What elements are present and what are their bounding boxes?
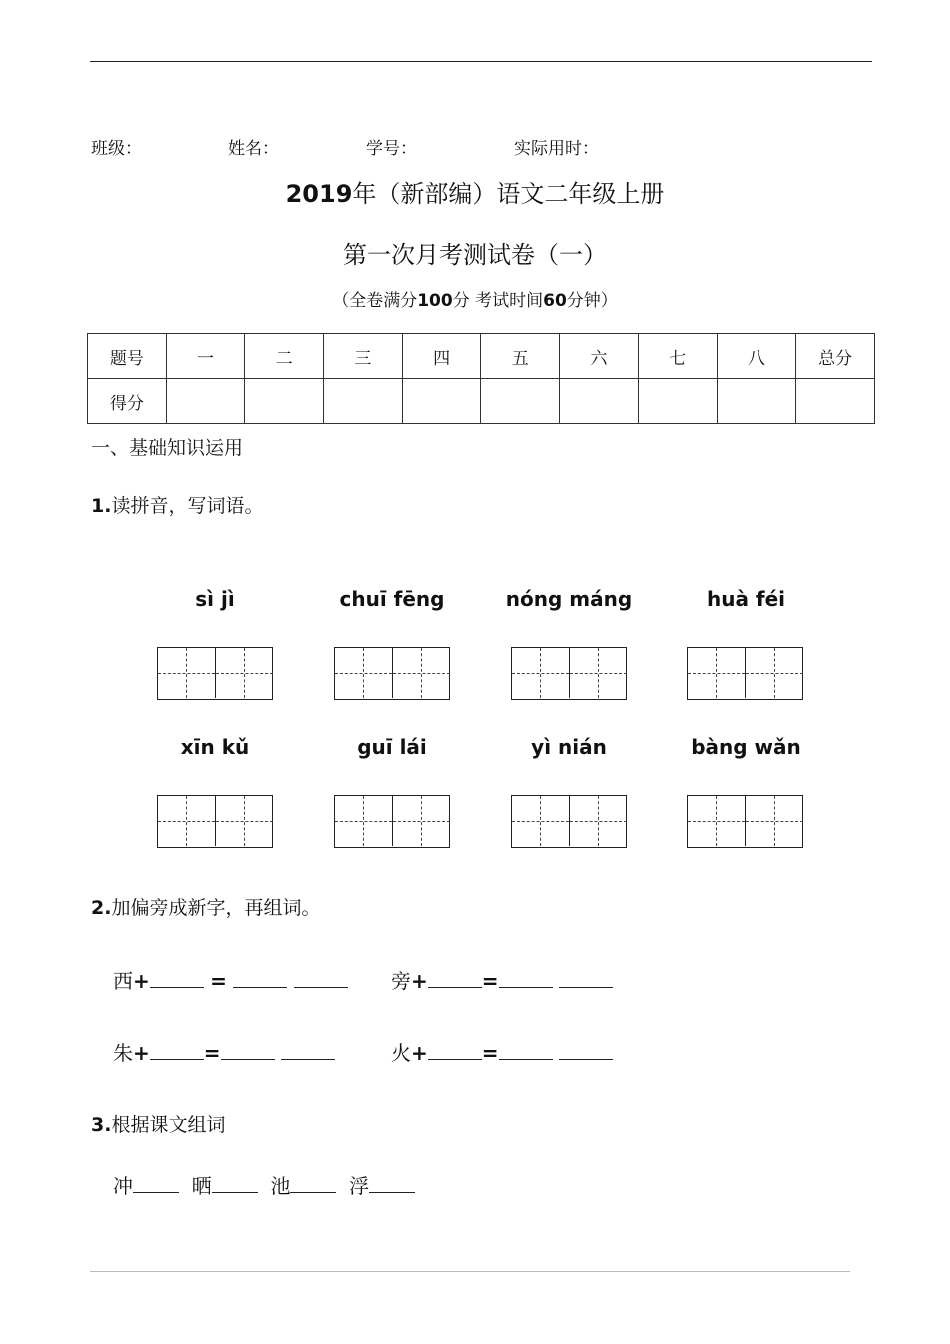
radical-item xyxy=(113,1037,335,1066)
base-char: 火 xyxy=(391,1041,411,1065)
pinyin-label: yì nián xyxy=(531,735,607,759)
pinyin-label: nóng máng xyxy=(505,587,633,611)
word-building-row xyxy=(113,1170,415,1199)
table-cell: 四 xyxy=(402,334,481,379)
answer-blank[interactable] xyxy=(212,1172,258,1193)
question-text: 加偏旁成新字，再组词。 xyxy=(111,897,321,919)
question-text: 根据课文组词 xyxy=(111,1114,226,1136)
answer-blank[interactable] xyxy=(133,1172,179,1193)
answer-blank[interactable] xyxy=(150,1039,204,1060)
class-label: 班级： xyxy=(91,139,142,159)
table-cell: 总分 xyxy=(796,334,875,379)
plus-sign: + xyxy=(133,969,150,993)
title-year: 2019 xyxy=(285,180,353,208)
score-input-cell[interactable] xyxy=(717,379,796,424)
answer-blank[interactable] xyxy=(428,1039,482,1060)
answer-blank[interactable] xyxy=(369,1172,415,1193)
radical-item xyxy=(113,965,348,994)
student-id-label: 学号： xyxy=(366,139,417,159)
writing-grid[interactable] xyxy=(334,795,450,848)
page-subtitle: 第一次月考测试卷（一） xyxy=(343,241,607,269)
answer-blank[interactable] xyxy=(559,967,613,988)
answer-blank[interactable] xyxy=(150,967,204,988)
answer-blank[interactable] xyxy=(233,967,287,988)
table-cell: 八 xyxy=(717,334,796,379)
pinyin-label: chuī fēng xyxy=(339,587,445,611)
question-3-title xyxy=(91,1110,225,1137)
writing-grid[interactable] xyxy=(334,647,450,700)
table-cell: 题号 xyxy=(88,334,167,379)
score-input-cell[interactable] xyxy=(324,379,403,424)
question-number: 3. xyxy=(91,1114,112,1136)
question-number: 2. xyxy=(91,897,112,919)
equals-sign: = xyxy=(481,969,499,993)
question-1-title xyxy=(91,491,263,518)
title-rest: 年（新部编）语文二年级上册 xyxy=(352,180,665,208)
plus-sign: + xyxy=(411,1041,428,1065)
page-title xyxy=(0,174,950,209)
base-char: 旁 xyxy=(391,969,411,993)
score-table-score-row xyxy=(88,379,875,424)
equals-sign: = xyxy=(481,1041,499,1065)
question-text: 读拼音，写词语。 xyxy=(111,495,264,517)
writing-grid[interactable] xyxy=(687,647,803,700)
score-input-cell[interactable] xyxy=(166,379,245,424)
question-number: 1. xyxy=(91,495,112,517)
answer-blank[interactable] xyxy=(294,967,348,988)
score-table xyxy=(87,333,875,424)
question-2-title xyxy=(91,893,320,920)
time-used-label: 实际用时： xyxy=(514,139,599,159)
table-cell: 七 xyxy=(638,334,717,379)
score-input-cell[interactable] xyxy=(796,379,875,424)
writing-grid[interactable] xyxy=(511,647,627,700)
table-cell: 三 xyxy=(324,334,403,379)
base-char: 朱 xyxy=(113,1041,133,1065)
base-char: 冲 xyxy=(113,1174,133,1198)
exam-info-e: 分钟） xyxy=(566,291,618,311)
section-heading: 一、基础知识运用 xyxy=(91,437,244,459)
answer-blank[interactable] xyxy=(281,1039,335,1060)
table-cell: 二 xyxy=(245,334,324,379)
pinyin-label: bàng wǎn xyxy=(691,735,801,759)
score-table-header-row xyxy=(88,334,875,379)
answer-blank[interactable] xyxy=(499,967,553,988)
bottom-rule xyxy=(90,1271,850,1272)
score-input-cell[interactable] xyxy=(245,379,324,424)
score-input-cell[interactable] xyxy=(638,379,717,424)
writing-grid[interactable] xyxy=(687,795,803,848)
plus-sign: + xyxy=(133,1041,150,1065)
pinyin-label: xīn kǔ xyxy=(180,735,250,759)
writing-grid[interactable] xyxy=(511,795,627,848)
answer-blank[interactable] xyxy=(559,1039,613,1060)
answer-blank[interactable] xyxy=(499,1039,553,1060)
answer-blank[interactable] xyxy=(221,1039,275,1060)
answer-blank[interactable] xyxy=(290,1172,336,1193)
table-cell: 六 xyxy=(560,334,639,379)
writing-grid[interactable] xyxy=(157,647,273,700)
pinyin-label: guī lái xyxy=(357,735,427,759)
exam-info-minutes: 60 xyxy=(543,291,567,311)
pinyin-label: huà féi xyxy=(706,587,786,611)
base-char: 池 xyxy=(270,1174,291,1198)
exam-info xyxy=(0,286,950,311)
table-cell: 五 xyxy=(481,334,560,379)
base-char: 浮 xyxy=(349,1174,370,1198)
exam-info-a: （全卷满分 xyxy=(332,291,418,311)
exam-info-c: 分 考试时间 xyxy=(452,291,544,311)
base-char: 西 xyxy=(113,969,133,993)
equals-sign: = xyxy=(203,1041,221,1065)
score-input-cell[interactable] xyxy=(481,379,560,424)
table-cell: 一 xyxy=(166,334,245,379)
name-label: 姓名： xyxy=(228,139,279,159)
radical-item xyxy=(391,965,613,994)
score-input-cell[interactable] xyxy=(402,379,481,424)
top-rule xyxy=(90,61,872,62)
answer-blank[interactable] xyxy=(428,967,482,988)
radical-item xyxy=(391,1037,613,1066)
table-cell: 得分 xyxy=(88,379,167,424)
equals-sign: = xyxy=(210,969,227,993)
writing-grid[interactable] xyxy=(157,795,273,848)
plus-sign: + xyxy=(411,969,428,993)
pinyin-label: sì jì xyxy=(195,587,235,611)
score-input-cell[interactable] xyxy=(560,379,639,424)
base-char: 晒 xyxy=(191,1174,212,1198)
exam-info-total: 100 xyxy=(417,291,453,311)
